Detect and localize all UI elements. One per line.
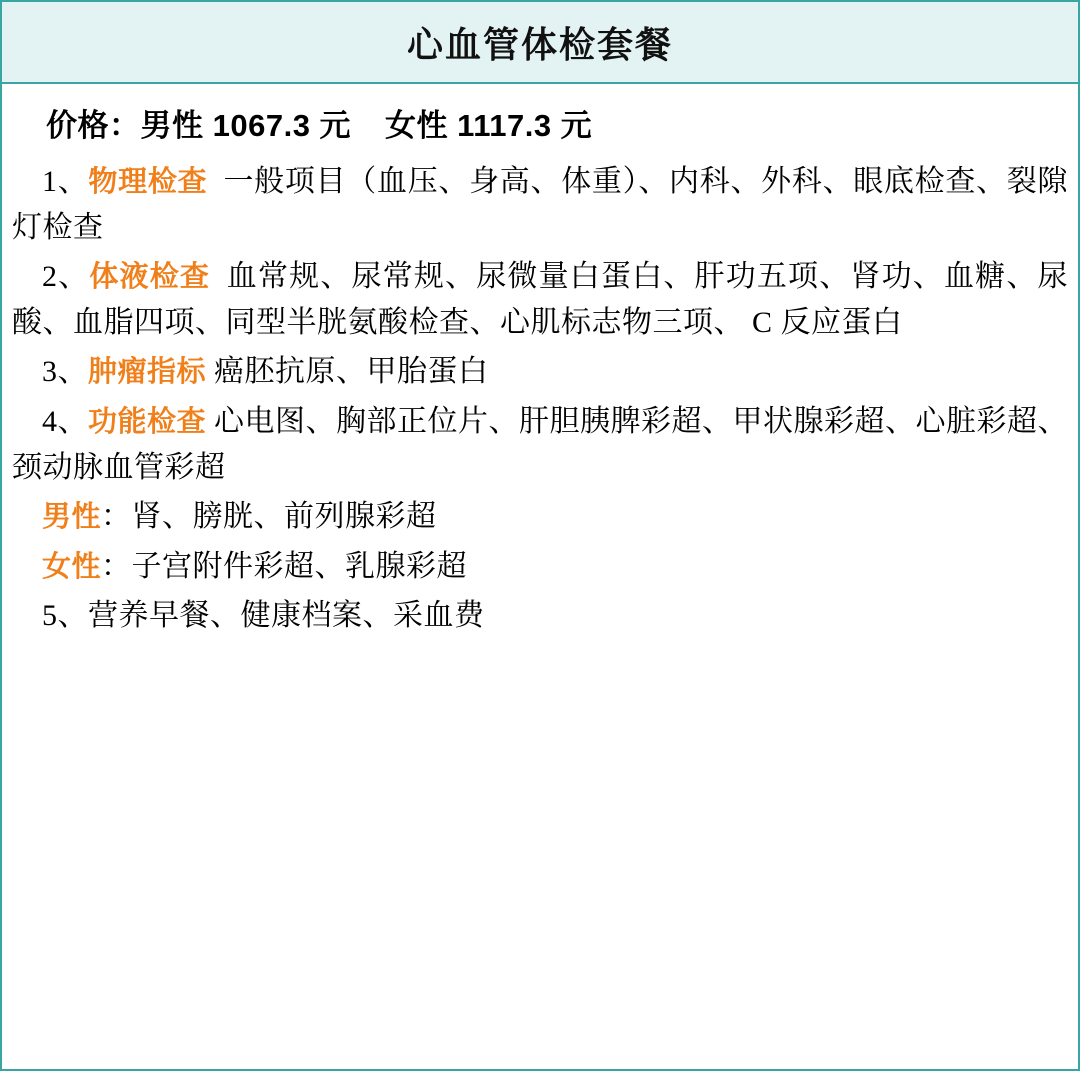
section-content: 心电图、胸部正位片、肝胆胰脾彩超、甲状腺彩超、心脏彩超、颈动脉血管彩超 <box>12 405 1069 484</box>
section-number: 5、 <box>42 599 88 633</box>
section-item-2 <box>12 254 1068 345</box>
gender-content: 子宫附件彩超、乳腺彩超 <box>131 549 468 583</box>
section-number: 1、 <box>42 165 89 199</box>
card-body <box>2 84 1078 1069</box>
price-label: 价格： <box>46 108 141 143</box>
section-item-4 <box>12 399 1068 490</box>
section-content: 一般项目（血压、身高、体重）、内科、外科、眼底检查、裂隙灯检查 <box>12 165 1069 244</box>
section-number: 2、 <box>42 260 90 294</box>
section-category: 体液检查 <box>89 261 211 294</box>
gender-label: 男性 <box>42 501 102 534</box>
section-item-1 <box>12 159 1068 250</box>
card-header <box>2 2 1078 84</box>
gender-item-female <box>12 544 1068 590</box>
section-content: 癌胚抗原、甲胎蛋白 <box>214 355 489 389</box>
gender-label: 女性 <box>42 550 102 583</box>
section-category: 物理检查 <box>88 166 208 199</box>
section-category: 功能检查 <box>88 406 207 439</box>
section-category: 肿瘤指标 <box>88 356 207 389</box>
section-content: 营养早餐、健康档案、采血费 <box>88 599 485 633</box>
section-item-3 <box>12 349 1068 395</box>
section-number: 3、 <box>42 355 88 389</box>
gender-separator: ： <box>101 500 132 534</box>
gender-item-male <box>12 494 1068 540</box>
gender-content: 肾、膀胱、前列腺彩超 <box>131 500 437 534</box>
page-title: 心血管体检套餐 <box>406 23 673 65</box>
section-number: 4、 <box>42 405 88 439</box>
gender-separator: ： <box>101 549 132 583</box>
price-male: 男性 1067.3 元 <box>140 108 352 143</box>
price-line <box>12 102 1068 149</box>
section-content: 血常规、尿常规、尿微量白蛋白、肝功五项、肾功、血糖、尿酸、血脂四项、同型半胱氨酸检查、心肌标志物三项、 C 反应蛋白 <box>12 260 1069 339</box>
section-item-5 <box>12 593 1068 639</box>
price-female: 女性 1117.3 元 <box>385 108 593 143</box>
